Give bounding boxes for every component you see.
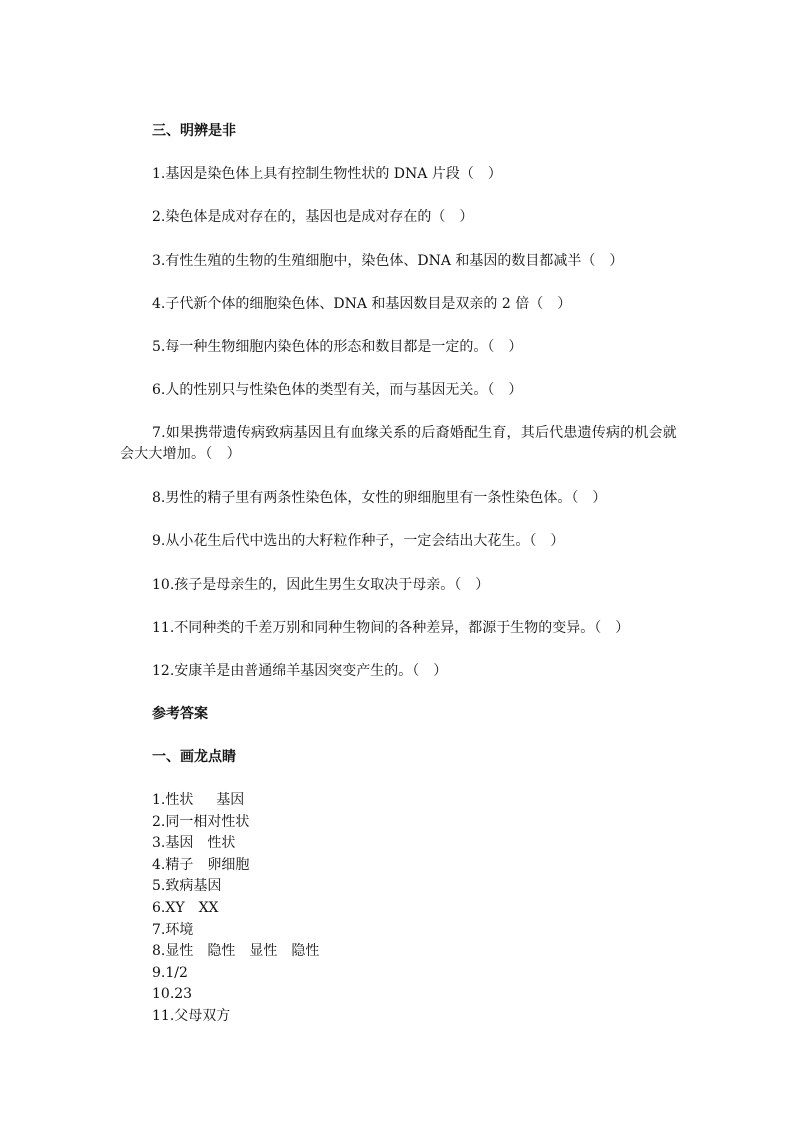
answers-section-1-heading: 一、画龙点睛 xyxy=(152,749,236,765)
answer-6: 6.XY XX xyxy=(152,899,219,916)
question-12: 12.安康羊是由普通绵羊基因突变产生的。（ ） xyxy=(152,663,448,679)
question-2: 2.染色体是成对存在的，基因也是成对存在的（ ） xyxy=(152,209,474,225)
answer-5: 5.致病基因 xyxy=(152,878,222,895)
question-10: 10.孩子是母亲生的，因此生男生女取决于母亲。（ ） xyxy=(152,577,490,593)
question-8: 8.男性的精子里有两条性染色体，女性的卵细胞里有一条性染色体。（ ） xyxy=(152,490,607,506)
answer-1: 1.性状 基因 xyxy=(152,792,245,808)
section-heading-true-false: 三、明辨是非 xyxy=(152,123,236,139)
answer-11: 11.父母双方 xyxy=(152,1007,231,1024)
question-7: 7.如果携带遗传病致病基因且有血缘关系的后裔婚配生育，其后代患遗传病的机会就会大大增加。（ ） xyxy=(120,425,677,462)
answer-10: 10.23 xyxy=(152,986,193,1003)
question-4: 4.子代新个体的细胞染色体、DNA 和基因数目是双亲的 2 倍（ ） xyxy=(152,296,572,312)
question-1: 1.基因是染色体上具有控制生物性状的 DNA 片段（ ） xyxy=(152,166,502,182)
answers-heading: 参考答案 xyxy=(152,706,208,722)
answer-4: 4.精子 卵细胞 xyxy=(152,856,250,873)
answer-7: 7.环境 xyxy=(152,921,194,938)
question-11: 11.不同种类的千差万别和同种生物间的各种差异，都源于生物的变异。（ ） xyxy=(152,620,630,636)
answer-3: 3.基因 性状 xyxy=(152,835,236,852)
question-3: 3.有性生殖的生物的生殖细胞中，染色体、DNA 和基因的数目都减半（ ） xyxy=(152,253,624,269)
question-6: 6.人的性别只与性染色体的类型有关，而与基因无关。（ ） xyxy=(152,382,523,398)
answers-list xyxy=(152,790,319,1028)
question-9: 9.从小花生后代中选出的大籽粒作种子，一定会结出大花生。（ ） xyxy=(152,533,565,549)
answer-8: 8.显性 隐性 显性 隐性 xyxy=(152,943,320,960)
answer-9: 9.1/2 xyxy=(152,964,188,981)
answer-2: 2.同一相对性状 xyxy=(152,813,250,830)
question-5: 5.每一种生物细胞内染色体的形态和数目都是一定的。（ ） xyxy=(152,339,523,355)
